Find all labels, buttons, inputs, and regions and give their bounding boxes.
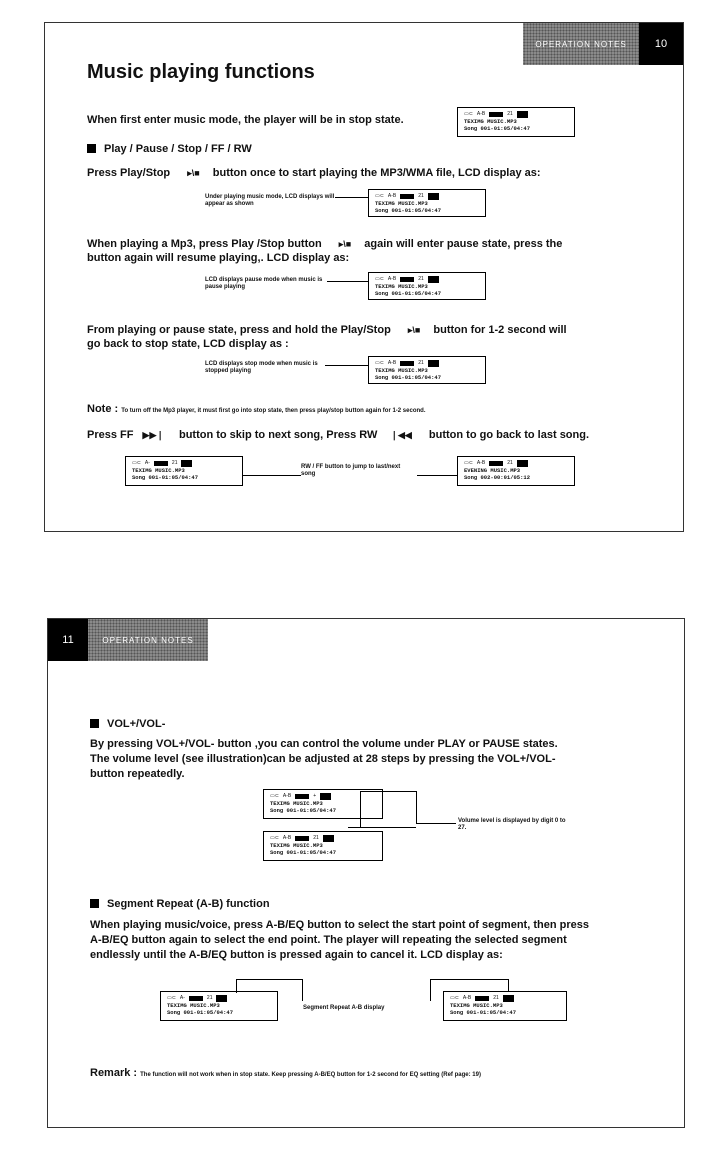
lcd-display-ff: ▭⊂ A-B 21 EVENING MUSIC.MP3 Song 002-00:01/05:12 [457, 456, 575, 486]
label-pause: LCD displays pause mode when music is pause playing [205, 277, 323, 290]
page-number: 11 [48, 619, 88, 661]
page-header [523, 23, 683, 65]
ff-rw-instruction: Press FF ▶▶❘ button to skip to next song, Press RW ❘◀◀ button to go back to last song. [87, 429, 590, 441]
battery-icon [320, 793, 331, 800]
battery-icon [181, 460, 192, 467]
lcd-display-ab-right: ▭⊂ A-B 21 TEXIMG MUSIC.MP3 Song 001-01:05/04:47 [443, 991, 567, 1021]
lcd-display-pause: ▭⊂ A-B 21 TEXIMG MUSIC.MP3 Song 001-01:05/04:47 [368, 272, 486, 300]
battery-icon [428, 193, 439, 200]
vol-text-1: By pressing VOL+/VOL- button ,you can control the volume under PLAY or PAUSE states. [90, 738, 558, 750]
ab-heading: Segment Repeat (A-B) function [90, 897, 270, 912]
label-ab: Segment Repeat A-B display [303, 1005, 385, 1011]
ab-text-1: When playing music/voice, press A-B/EQ button to select the start point of segment, then press [90, 919, 589, 931]
vol-text-3: button repeatedly. [90, 768, 185, 780]
remark: Remark : The function will not work when in stop state. Keep pressing A-B/EQ button for 1-2 second for EQ setting (Ref page: 19) [90, 1067, 481, 1079]
lcd-display-stop: ▭⊂ A-B 21 TEXIMG MUSIC.MP3 Song 001-01:05/04:47 [368, 356, 486, 384]
battery-icon [216, 995, 227, 1002]
ab-text-2: A-B/EQ button again to select the end point. The player will repeating the selected segment [90, 934, 567, 946]
stop-instruction-2: go back to stop state, LCD display as : [87, 338, 289, 350]
lcd-icon: ▭⊂ [464, 111, 473, 117]
lcd-display-rw: ▭⊂ A- 21 TEXIMG MUSIC.MP3 Song 001-01:05/04:47 [125, 456, 243, 486]
label-volume: Volume level is displayed by digit 0 to 27. [458, 818, 566, 831]
play-stop-icon: ▸\■ [407, 325, 421, 335]
vol-text-2: The volume level (see illustration)can be adjusted at 28 steps by pressing the VOL+/VOL- [90, 753, 556, 765]
note: Note : To turn off the Mp3 player, it must first go into stop state, then press play/stop button again for 1-2 second. [87, 403, 426, 415]
lcd-display-volume-b: ▭⊂ A-B 21 TEXIMG MUSIC.MP3 Song 001-01:05/04:47 [263, 831, 383, 861]
lcd-display-volume-a: ▭⊂ A-B + TEXIMG MUSIC.MP3 Song 001-01:05/04:47 [263, 789, 383, 819]
section-heading: Play / Pause / Stop / FF / RW [87, 142, 252, 157]
battery-icon [503, 995, 514, 1002]
play-stop-icon: ▸\■ [338, 239, 352, 249]
manual-page-11 [47, 618, 685, 1128]
play-instruction: Press Play/Stop ▸\■ button once to start playing the MP3/WMA file, LCD display as: [87, 167, 541, 179]
battery-icon [323, 835, 334, 842]
page-number: 10 [639, 23, 683, 65]
label-stop: LCD displays stop mode when music is stopped playing [205, 361, 318, 374]
play-stop-icon: ▸\■ [187, 168, 200, 178]
vol-heading: VOL+/VOL- [90, 717, 165, 732]
pause-instruction: When playing a Mp3, press Play /Stop button ▸\■ again will enter pause state, press the [87, 238, 563, 250]
battery-icon [428, 276, 439, 283]
page-title: Music playing functions [87, 61, 315, 83]
rewind-icon: ❘◀◀ [390, 430, 412, 440]
manual-page-10 [44, 22, 684, 532]
section-tab: OPERATION NOTES [523, 23, 639, 65]
pause-instruction-2: button again will resume playing,. LCD display as: [87, 252, 350, 264]
stop-instruction: From playing or pause state, press and hold the Play/Stop ▸\■ button for 1-2 second will [87, 324, 567, 336]
lcd-display-playing: ▭⊂ A-B 21 TEXIMG MUSIC.MP3 Song 001-01:05/04:47 [368, 189, 486, 217]
intro-text: When first enter music mode, the player will be in stop state. [87, 114, 404, 126]
lcd-display-ab-left: ▭⊂ A- 21 TEXIMG MUSIC.MP3 Song 001-01:05/04:47 [160, 991, 278, 1021]
lcd-display-intro: ▭⊂ A-B 21 TEXIMG MUSIC.MP3 Song 001-01:05/04:47 [457, 107, 575, 137]
battery-icon [428, 360, 439, 367]
section-tab: OPERATION NOTES [88, 619, 208, 661]
label-ff-rw: RW / FF button to jump to last/next song [301, 464, 401, 477]
page-header [48, 619, 208, 661]
ab-text-3: endlessly until the A-B/EQ button is pressed again to cancel it. LCD display as: [90, 949, 503, 961]
battery-icon [517, 460, 528, 467]
label-playing: Under playing music mode, LCD displays will appear as shown [205, 194, 335, 207]
battery-icon [517, 111, 528, 118]
fast-forward-icon: ▶▶❘ [142, 430, 164, 440]
